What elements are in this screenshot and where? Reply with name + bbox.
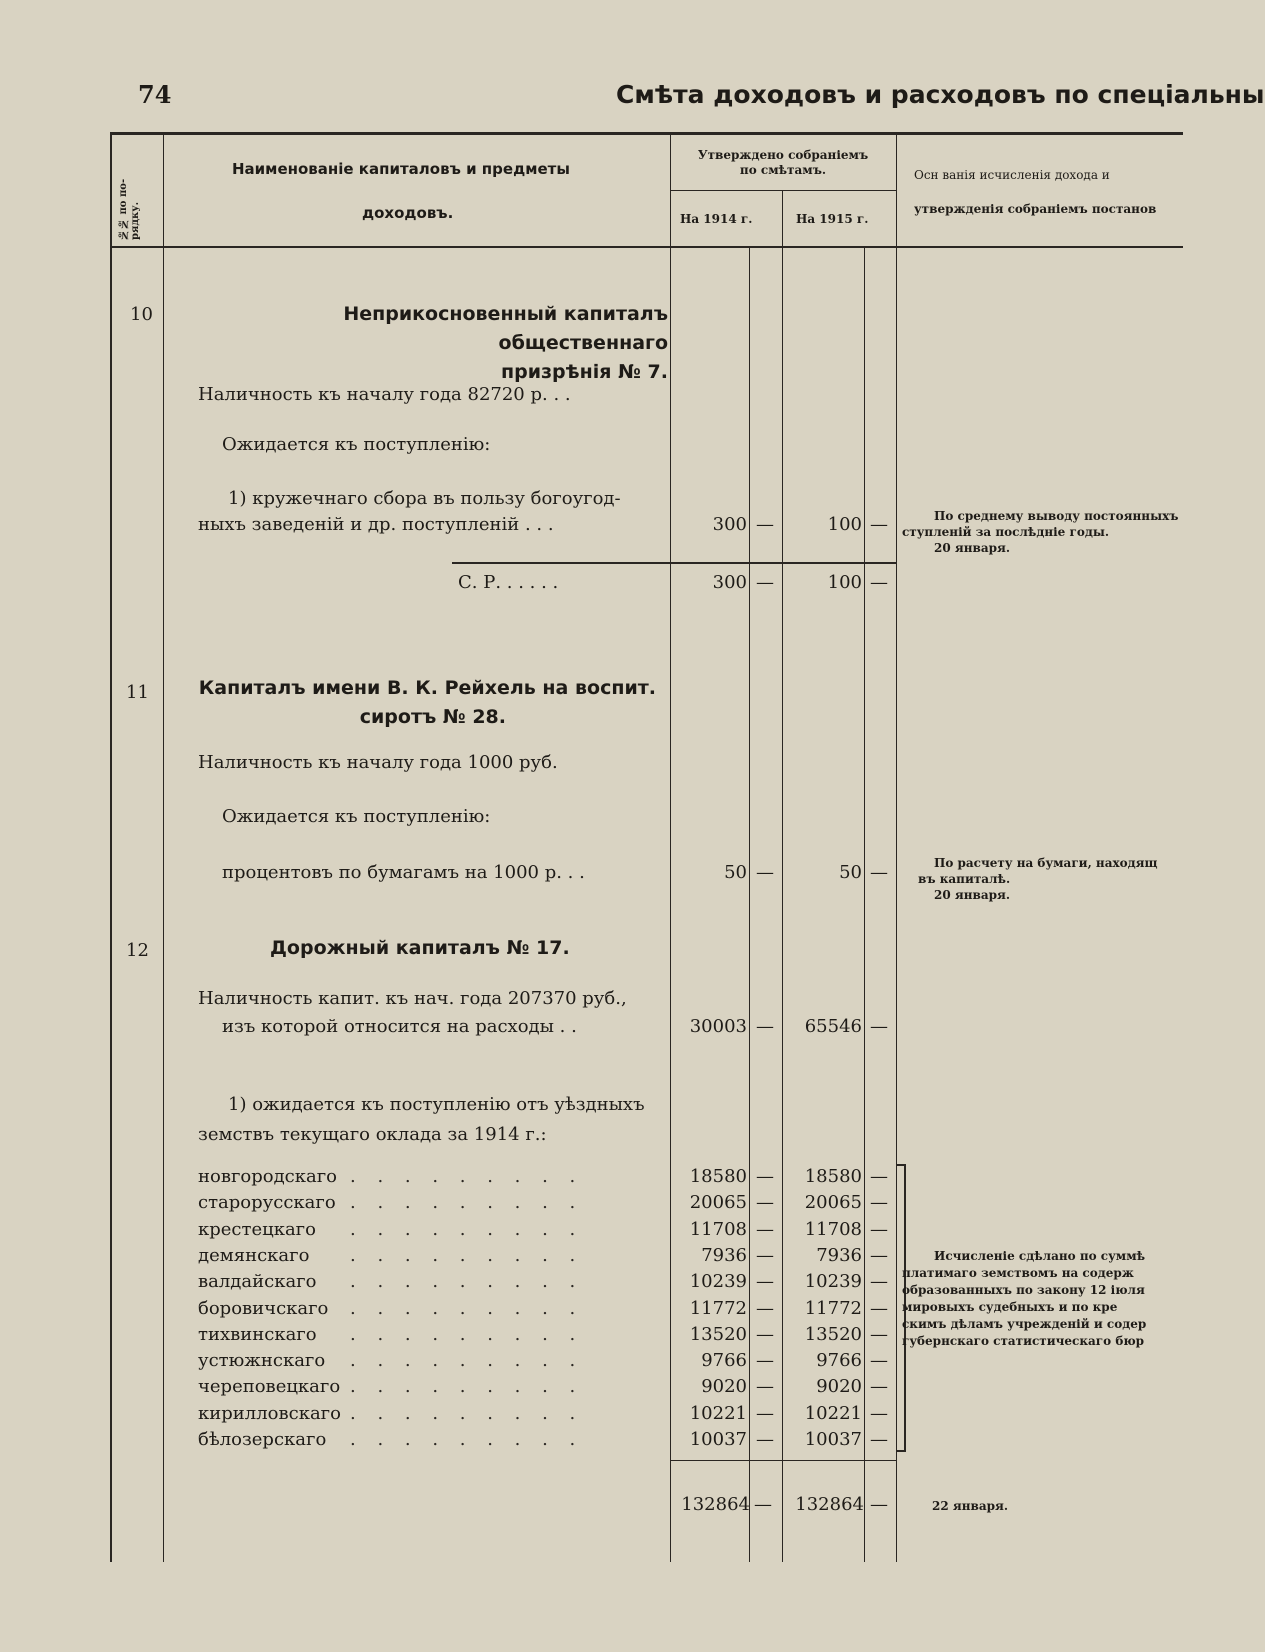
dash: — (870, 572, 888, 593)
dash: — (870, 1166, 888, 1187)
subtotal-1915: 100 (827, 572, 862, 593)
note-line: скимъ дѣламъ учрежденій и содер (902, 1317, 1147, 1331)
dash: — (756, 1403, 774, 1424)
dash: — (870, 1324, 888, 1345)
balance-text: Наличность къ началу года 1000 руб. (198, 752, 558, 773)
subtotal-1914: 300 (712, 572, 747, 593)
district-name: крестецкаго (198, 1219, 316, 1240)
header-name-line1: Наименованіе капиталовъ и предметы (232, 160, 570, 178)
page-title: Смѣта доходовъ и расходовъ по спеціальны (616, 80, 1265, 109)
note-line: въ капиталѣ. (918, 872, 1011, 886)
subtotal-rule (452, 562, 897, 564)
dash: — (870, 1403, 888, 1424)
district-1915: 10239 (804, 1271, 862, 1292)
dash: — (756, 1245, 774, 1266)
subtotal-label: С. Р. . . . . . (458, 572, 559, 593)
item-text: ныхъ заведеній и др. поступленій . . . (198, 514, 554, 535)
dash: — (756, 1219, 774, 1240)
leader-dots: . . . . . . . . . (350, 1166, 584, 1187)
district-1914: 9020 (701, 1376, 747, 1397)
district-1914: 10037 (689, 1429, 747, 1450)
dash: — (870, 1016, 888, 1037)
leader-dots: . . . . . . . . . (350, 1429, 584, 1450)
item-text: процентовъ по бумагамъ на 1000 р. . . (222, 862, 585, 883)
total-1914: 132864 (681, 1494, 750, 1515)
row-number: 10 (130, 304, 153, 325)
balance-text: Наличность къ началу года 82720 р. . . (198, 384, 571, 405)
value-1915: 50 (839, 862, 862, 883)
leader-dots: . . . . . . . . . (350, 1298, 584, 1319)
header-1915: На 1915 г. (796, 212, 869, 226)
district-1914: 13520 (689, 1324, 747, 1345)
district-name: старорусскаго (198, 1192, 336, 1213)
note-line: мировыхъ судебныхъ и по кре (902, 1300, 1118, 1314)
dash: — (756, 1324, 774, 1345)
balance-text: Наличность капит. къ нач. года 207370 руб., (198, 988, 627, 1009)
value-1915: 100 (827, 514, 862, 535)
dash: — (756, 862, 774, 883)
balance-1914: 30003 (689, 1016, 747, 1037)
dash: — (870, 1271, 888, 1292)
note-line: По расчету на бумаги, находящ (934, 856, 1158, 870)
dash: — (754, 1494, 772, 1515)
section-title-line: Капиталъ имени В. К. Рейхель на воспит. (198, 677, 656, 699)
dash: — (756, 572, 774, 593)
leader-dots: . . . . . . . . . (350, 1245, 584, 1266)
district-1915: 9766 (816, 1350, 862, 1371)
dash: — (870, 1350, 888, 1371)
balance-1915: 65546 (804, 1016, 862, 1037)
dash: — (870, 514, 888, 535)
district-name: демянскаго (198, 1245, 310, 1266)
dash: — (870, 1494, 888, 1515)
dash: — (756, 1271, 774, 1292)
name-col-rule (670, 132, 671, 1562)
dash: — (870, 1192, 888, 1213)
bracket-top (896, 1164, 906, 1166)
dash: — (756, 514, 774, 535)
note-line: По среднему выводу постоянныхъ (934, 509, 1179, 523)
leader-dots: . . . . . . . . . (350, 1324, 584, 1345)
header-basis-line1: Осн ванія исчисленія дохода и (914, 168, 1110, 182)
note-line: ступленій за послѣдніе годы. (902, 525, 1110, 539)
district-1915: 18580 (804, 1166, 862, 1187)
header-approved: Утверждено собраніемъ по смѣтамъ. (697, 148, 869, 177)
balance-text: изъ которой относится на расходы . . (222, 1016, 577, 1037)
amount-col-rule (896, 132, 897, 1562)
expected-text: Ожидается къ поступленію: (222, 806, 491, 827)
dash: — (756, 1376, 774, 1397)
dash: — (870, 1298, 888, 1319)
district-1915: 9020 (816, 1376, 862, 1397)
district-1914: 20065 (689, 1192, 747, 1213)
district-1914: 10239 (689, 1271, 747, 1292)
district-name: новгородскаго (198, 1166, 338, 1187)
item-text: 1) кружечнаго сбора въ пользу богоугод- (228, 488, 621, 509)
dash: — (756, 1350, 774, 1371)
item-text: 1) ожидается къ поступленію отъ уѣздныхъ (228, 1094, 645, 1115)
district-1915: 7936 (816, 1245, 862, 1266)
section-title-line: Неприкосновенный капиталъ общественнаго (343, 303, 668, 354)
table-top-rule (110, 132, 1183, 135)
note-line: образованныхъ по закону 12 іюля (902, 1283, 1145, 1297)
district-1915: 10037 (804, 1429, 862, 1450)
dash: — (870, 1245, 888, 1266)
item-text: земствъ текущаго оклада за 1914 г.: (198, 1124, 547, 1145)
district-1915: 11772 (804, 1298, 862, 1319)
value-1914: 50 (724, 862, 747, 883)
dash: — (870, 862, 888, 883)
header-name-line2: доходовъ. (362, 204, 454, 222)
leader-dots: . . . . . . . . . (350, 1271, 584, 1292)
bracket-bottom (896, 1450, 906, 1452)
note-line: Исчисленіе сдѣлано по суммѣ (934, 1249, 1146, 1263)
kop-1914-rule (749, 248, 750, 1562)
num-col-rule (163, 132, 164, 1562)
note-line: платимаго земствомъ на содерж (902, 1266, 1134, 1280)
district-name: череповецкаго (198, 1376, 341, 1397)
section-title: Дорожный капиталъ № 17. (270, 937, 570, 959)
leader-dots: . . . . . . . . . (350, 1376, 584, 1397)
value-1914: 300 (712, 514, 747, 535)
expected-text: Ожидается къ поступленію: (222, 434, 491, 455)
page-number: 74 (138, 80, 172, 109)
total-1915: 132864 (795, 1494, 864, 1515)
district-name: тихвинскаго (198, 1324, 317, 1345)
district-1914: 18580 (689, 1166, 747, 1187)
district-name: бѣлозерскаго (198, 1429, 327, 1450)
district-1914: 11772 (689, 1298, 747, 1319)
district-name: устюжнскаго (198, 1350, 326, 1371)
header-basis-line2: утвержденія собраніемъ постанов (914, 202, 1157, 216)
left-border (110, 132, 112, 1562)
section-title (170, 674, 656, 732)
leader-dots: . . . . . . . . . (350, 1403, 584, 1424)
section-title-line: призрѣнія № 7. (500, 361, 668, 383)
note-line: 20 января. (934, 888, 1011, 902)
total-rule (670, 1460, 896, 1461)
year-col-rule (782, 190, 783, 1562)
dash: — (756, 1192, 774, 1213)
dash: — (756, 1298, 774, 1319)
leader-dots: . . . . . . . . . (350, 1219, 584, 1240)
district-1915: 10221 (804, 1403, 862, 1424)
district-name: кирилловскаго (198, 1403, 341, 1424)
district-1914: 7936 (701, 1245, 747, 1266)
district-1915: 13520 (804, 1324, 862, 1345)
header-num-col: №№ по по- рядку. (118, 178, 141, 240)
dash: — (756, 1429, 774, 1450)
kop-1915-rule (864, 248, 865, 1562)
row-number: 11 (126, 682, 149, 703)
dash: — (756, 1016, 774, 1037)
dash: — (756, 1166, 774, 1187)
district-1914: 11708 (689, 1219, 747, 1240)
district-1914: 10221 (689, 1403, 747, 1424)
district-1915: 20065 (804, 1192, 862, 1213)
dash: — (870, 1219, 888, 1240)
district-name: боровичскаго (198, 1298, 329, 1319)
district-1914: 9766 (701, 1350, 747, 1371)
district-name: валдайскаго (198, 1271, 317, 1292)
dash: — (870, 1376, 888, 1397)
dash: — (870, 1429, 888, 1450)
section-title-line: сиротъ № 28. (359, 706, 506, 728)
note-date: 22 января. (932, 1499, 1009, 1513)
approved-split-rule (670, 190, 896, 191)
note-line: 20 января. (934, 541, 1011, 555)
district-1915: 11708 (804, 1219, 862, 1240)
leader-dots: . . . . . . . . . (350, 1350, 584, 1371)
row-number: 12 (126, 940, 149, 961)
header-1914: На 1914 г. (680, 212, 753, 226)
header-bottom-rule (110, 246, 1183, 248)
section-title (170, 300, 668, 387)
leader-dots: . . . . . . . . . (350, 1192, 584, 1213)
note-line: губернскаго статистическаго бюр (902, 1334, 1145, 1348)
